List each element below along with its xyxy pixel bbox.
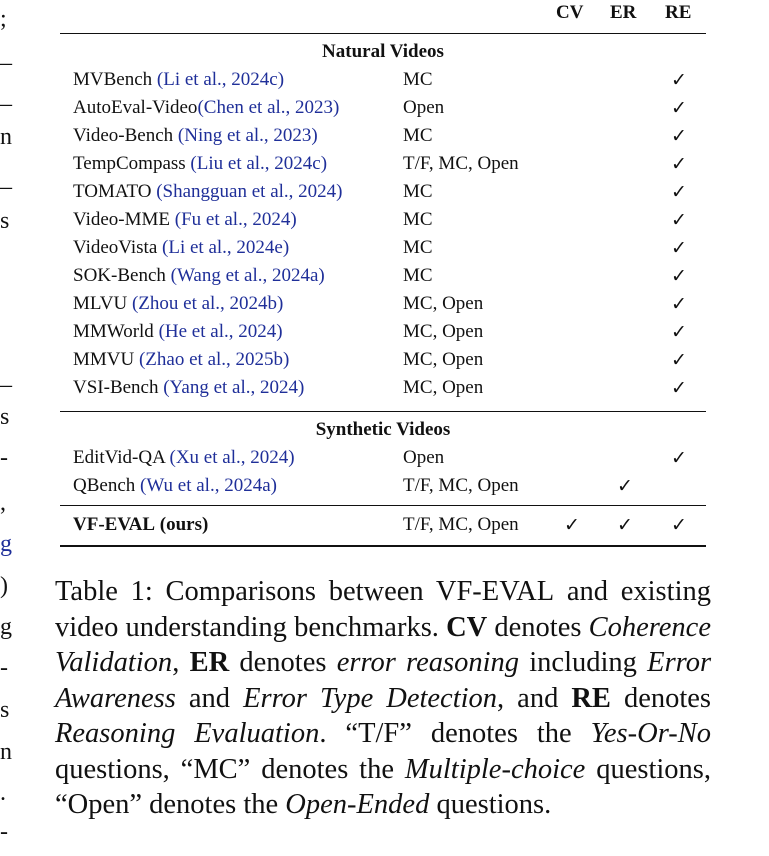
row-name: MLVU (Zhou et al., 2024b) — [73, 293, 284, 314]
check-re: ✓ — [671, 448, 687, 469]
ours-rule — [60, 505, 706, 506]
margin-fragment: s — [0, 697, 10, 723]
table-row — [60, 97, 706, 125]
citation-link[interactable]: (Wang et al., 2024a) — [170, 265, 325, 286]
margin-fragment: g — [0, 531, 12, 557]
row-type: MC, Open — [403, 377, 484, 398]
table-row — [60, 377, 706, 405]
table-row — [60, 69, 706, 97]
table-row — [60, 209, 706, 237]
citation-link[interactable]: (Li et al., 2024e) — [162, 237, 290, 258]
check-cv: ✓ — [564, 515, 580, 536]
row-type: Open — [403, 447, 445, 468]
header-rule — [60, 33, 706, 34]
row-name: Video-Bench (Ning et al., 2023) — [73, 125, 318, 146]
row-type: Open — [403, 97, 445, 118]
margin-fragment: s — [0, 208, 10, 234]
row-name: TempCompass (Liu et al., 2024c) — [73, 153, 328, 174]
row-type: MC — [403, 125, 433, 146]
row-name: VSI-Bench (Yang et al., 2024) — [73, 377, 305, 398]
row-type: T/F, MC, Open — [403, 475, 519, 496]
row-name: MMVU (Zhao et al., 2025b) — [73, 349, 290, 370]
margin-fragment: n — [0, 739, 12, 765]
row-type: MC, Open — [403, 293, 484, 314]
row-name: VideoVista (Li et al., 2024e) — [73, 237, 290, 258]
table-row — [60, 265, 706, 293]
section-rule — [60, 411, 706, 412]
check-re: ✓ — [671, 210, 687, 231]
margin-fragment: n — [0, 124, 12, 150]
margin-fragment: - — [0, 445, 8, 471]
row-name: MMWorld (He et al., 2024) — [73, 321, 283, 342]
citation-link[interactable]: (Xu et al., 2024) — [169, 447, 295, 468]
row-name: QBench (Wu et al., 2024a) — [73, 475, 277, 496]
table-row-ours — [60, 514, 706, 542]
row-type: MC — [403, 69, 433, 90]
check-re: ✓ — [671, 154, 687, 175]
margin-fragment: ) — [0, 573, 8, 599]
check-re: ✓ — [671, 294, 687, 315]
section-title-natural: Natural Videos — [322, 41, 444, 62]
check-er: ✓ — [617, 476, 633, 497]
check-re: ✓ — [671, 266, 687, 287]
check-re: ✓ — [671, 70, 687, 91]
row-type: T/F, MC, Open — [403, 514, 519, 535]
citation-link[interactable]: (Fu et al., 2024) — [174, 209, 297, 230]
check-re: ✓ — [671, 126, 687, 147]
margin-fragment: ; — [0, 6, 7, 32]
citation-link[interactable]: (He et al., 2024) — [158, 321, 283, 342]
table-caption: Table 1: Comparisons between VF-EVAL and existing video understanding benchmarks. CV denotes Coherence Validation, ER denotes error reasoning including Error Awareness and Error Type Detection, and RE denotes Reasoning Evaluation. “T/F” denotes the Yes-Or-No questions, “MC” denotes the Multiple-choice questions, “Open” denotes the Open-Ended questions. — [55, 576, 712, 820]
check-re: ✓ — [671, 98, 687, 119]
table-row — [60, 125, 706, 153]
citation-link[interactable]: (Liu et al., 2024c) — [190, 153, 328, 174]
margin-fragment: s — [0, 404, 10, 430]
citation-link[interactable]: (Zhou et al., 2024b) — [131, 293, 284, 314]
check-re: ✓ — [671, 182, 687, 203]
margin-fragment: . — [0, 780, 6, 806]
row-name: MVBench (Li et al., 2024c) — [73, 69, 285, 90]
row-name: Video-MME (Fu et al., 2024) — [73, 209, 297, 230]
citation-link[interactable]: (Chen et al., 2023) — [197, 97, 340, 118]
row-type: MC — [403, 237, 433, 258]
table-row — [60, 237, 706, 265]
row-name: AutoEval-Video(Chen et al., 2023) — [73, 97, 340, 118]
margin-fragment: g — [0, 614, 12, 640]
check-re: ✓ — [671, 238, 687, 259]
margin-fragment: _ — [0, 42, 12, 68]
row-type: MC — [403, 209, 433, 230]
check-re: ✓ — [671, 350, 687, 371]
table-row — [60, 349, 706, 377]
section-title-synthetic: Synthetic Videos — [315, 419, 451, 440]
margin-fragment: _ — [0, 364, 12, 390]
row-type: MC, Open — [403, 321, 484, 342]
citation-link[interactable]: (Shangguan et al., 2024) — [156, 181, 343, 202]
margin-fragment: _ — [0, 83, 12, 109]
table-row — [60, 475, 706, 503]
table-row — [60, 293, 706, 321]
check-er: ✓ — [617, 515, 633, 536]
citation-link[interactable]: (Yang et al., 2024) — [163, 377, 305, 398]
header-er: ER — [610, 2, 637, 23]
row-type: MC, Open — [403, 349, 484, 370]
citation-link[interactable]: (Wu et al., 2024a) — [140, 475, 277, 496]
row-name: EditVid-QA (Xu et al., 2024) — [73, 447, 295, 468]
header-re: RE — [665, 2, 692, 23]
row-type: MC — [403, 181, 433, 202]
table-row — [60, 153, 706, 181]
check-re: ✓ — [671, 322, 687, 343]
margin-fragment: , — [0, 490, 6, 516]
row-type: MC — [403, 265, 433, 286]
header-cv: CV — [556, 2, 584, 23]
row-type: T/F, MC, Open — [403, 153, 519, 174]
bottom-rule — [60, 545, 706, 547]
citation-link[interactable]: (Li et al., 2024c) — [156, 69, 285, 90]
table-row — [60, 321, 706, 349]
check-re: ✓ — [671, 378, 687, 399]
table-row — [60, 447, 706, 475]
citation-link[interactable]: (Ning et al., 2023) — [177, 125, 318, 146]
margin-fragment: _ — [0, 166, 12, 192]
check-re: ✓ — [671, 515, 687, 536]
left-margin-fragments — [0, 0, 14, 856]
margin-fragment: - — [0, 655, 8, 681]
margin-fragment: - — [0, 819, 8, 845]
table-row — [60, 181, 706, 209]
citation-link[interactable]: (Zhao et al., 2025b) — [138, 349, 290, 370]
row-name: VF-EVAL (ours) — [73, 514, 209, 535]
row-name: SOK-Bench (Wang et al., 2024a) — [73, 265, 325, 286]
row-name: TOMATO (Shangguan et al., 2024) — [73, 181, 343, 202]
